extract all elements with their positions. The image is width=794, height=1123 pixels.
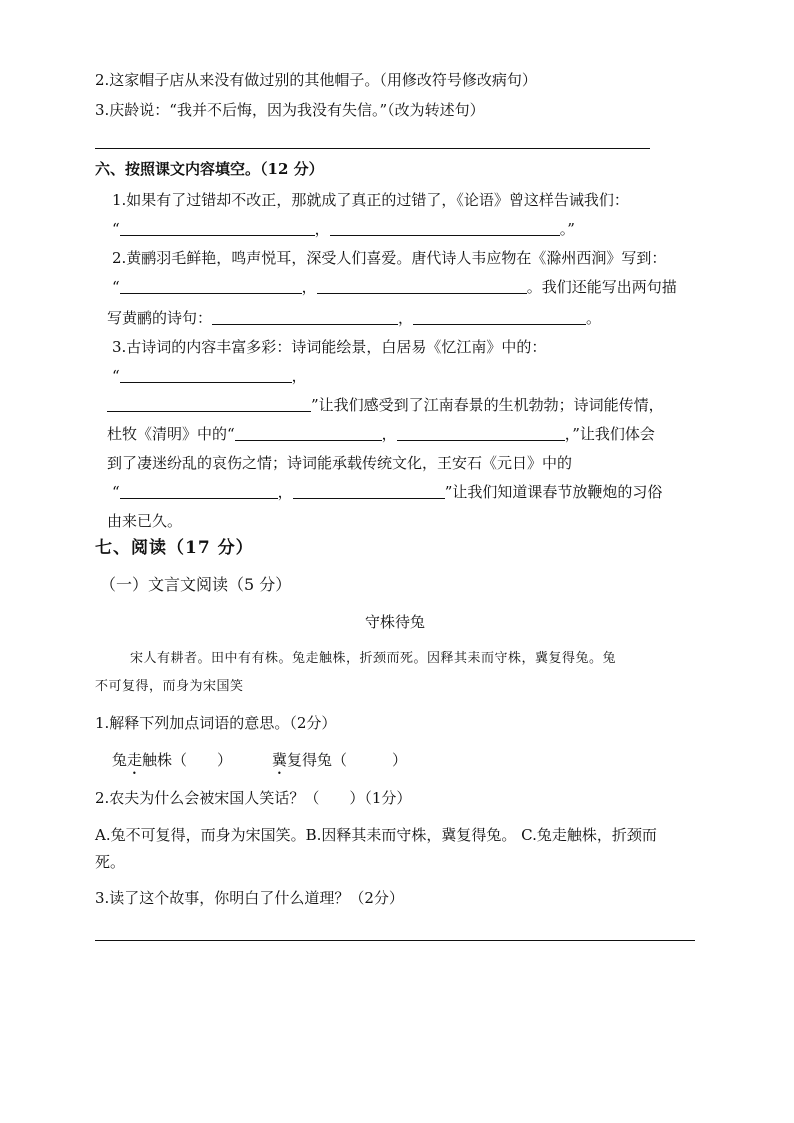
fill-blank[interactable] — [330, 220, 560, 236]
question-7-3: 3.读了这个故事，你明白了什么道理？（2分） — [95, 889, 404, 907]
dotted-word: 走 — [127, 751, 143, 769]
question-6-3-line6: “ ， ”让我们知道课春节放鞭炮的习俗 — [112, 483, 663, 501]
question-7-2: 2.农夫为什么会被宋国人笑话？（ ）（1分） — [95, 789, 412, 807]
fill-blank[interactable] — [317, 278, 527, 294]
fill-blank[interactable] — [293, 483, 445, 499]
question-5-3: 3.庆龄说：“我并不后悔，因为我没有失信。”（改为转述句） — [95, 101, 485, 119]
fill-blank[interactable] — [120, 278, 302, 294]
question-6-3-line3: ”让我们感受到了江南春景的生机勃勃；诗词能传情， — [107, 395, 664, 415]
question-7-1-item: 兔走触株（ ） — [112, 751, 233, 769]
fill-blank[interactable] — [235, 425, 382, 441]
question-7-1-item: 冀复得兔（ ） — [272, 751, 408, 769]
question-6-3-line7: 由来已久。 — [107, 512, 183, 530]
passage-line: 不可复得，而身为宋国笑 — [95, 679, 244, 694]
question-6-3: 3.古诗词的内容丰富多彩：诗词能绘景，白居易《忆江南》中的： — [112, 338, 547, 356]
fill-blank[interactable] — [120, 367, 292, 383]
fill-blank[interactable] — [397, 425, 565, 441]
passage-line: 宋人有耕者。田中有有株。兔走触株，折颈而死。因释其耒而守株，冀复得兔。兔 — [130, 651, 617, 666]
question-6-3-blank1: “ ， — [112, 367, 307, 385]
question-6-2-blanks: “ ， 。我们还能写出两句描 — [112, 278, 677, 296]
question-6-3-line5: 到了凄迷纷乱的哀伤之情；诗词能承载传统文化，王安石《元日》中的 — [107, 454, 573, 472]
question-7-2-options-cont: 死。 — [95, 853, 126, 871]
question-5-2: 2.这家帽子店从来没有做过别的其他帽子。（用修改符号修改病句） — [95, 71, 537, 89]
question-6-2-line3: 写黄鹂的诗句： ， 。 — [107, 309, 602, 327]
section-6-title: 六、按照课文内容填空。（12 分） — [95, 160, 324, 178]
question-6-1: 1.如果有了过错却不改正，那就成了真正的过错了，《论语》曾这样告诫我们： — [112, 191, 629, 209]
fill-blank[interactable] — [120, 483, 278, 499]
question-7-2-options: A.兔不可复得，而身为宋国笑。B.因释其耒而守株，冀复得兔。 C.兔走触株，折颈而 — [95, 826, 657, 844]
answer-line[interactable] — [95, 940, 695, 941]
fill-blank[interactable] — [212, 309, 398, 325]
question-6-2: 2.黄鹂羽毛鲜艳，鸣声悦耳，深受人们喜爱。唐代诗人韦应物在《滁州西涧》写到： — [112, 249, 667, 267]
subsection-1-title: （一）文言文阅读（5 分） — [100, 575, 292, 594]
fill-blank[interactable] — [120, 220, 315, 236]
question-7-1: 1.解释下列加点词语的意思。（2分） — [95, 714, 337, 732]
answer-line[interactable] — [95, 148, 650, 149]
question-6-1-blanks: “ ， 。” — [112, 220, 575, 238]
passage-title: 守株待兔 — [365, 613, 426, 631]
question-6-3-line4: 杜牧《清明》中的“ ， ，”让我们体会 — [107, 425, 655, 443]
dotted-word: 冀 — [272, 751, 288, 769]
section-7-title: 七、阅读（17 分） — [95, 538, 254, 558]
fill-blank[interactable] — [413, 309, 586, 325]
fill-blank[interactable] — [107, 396, 311, 412]
